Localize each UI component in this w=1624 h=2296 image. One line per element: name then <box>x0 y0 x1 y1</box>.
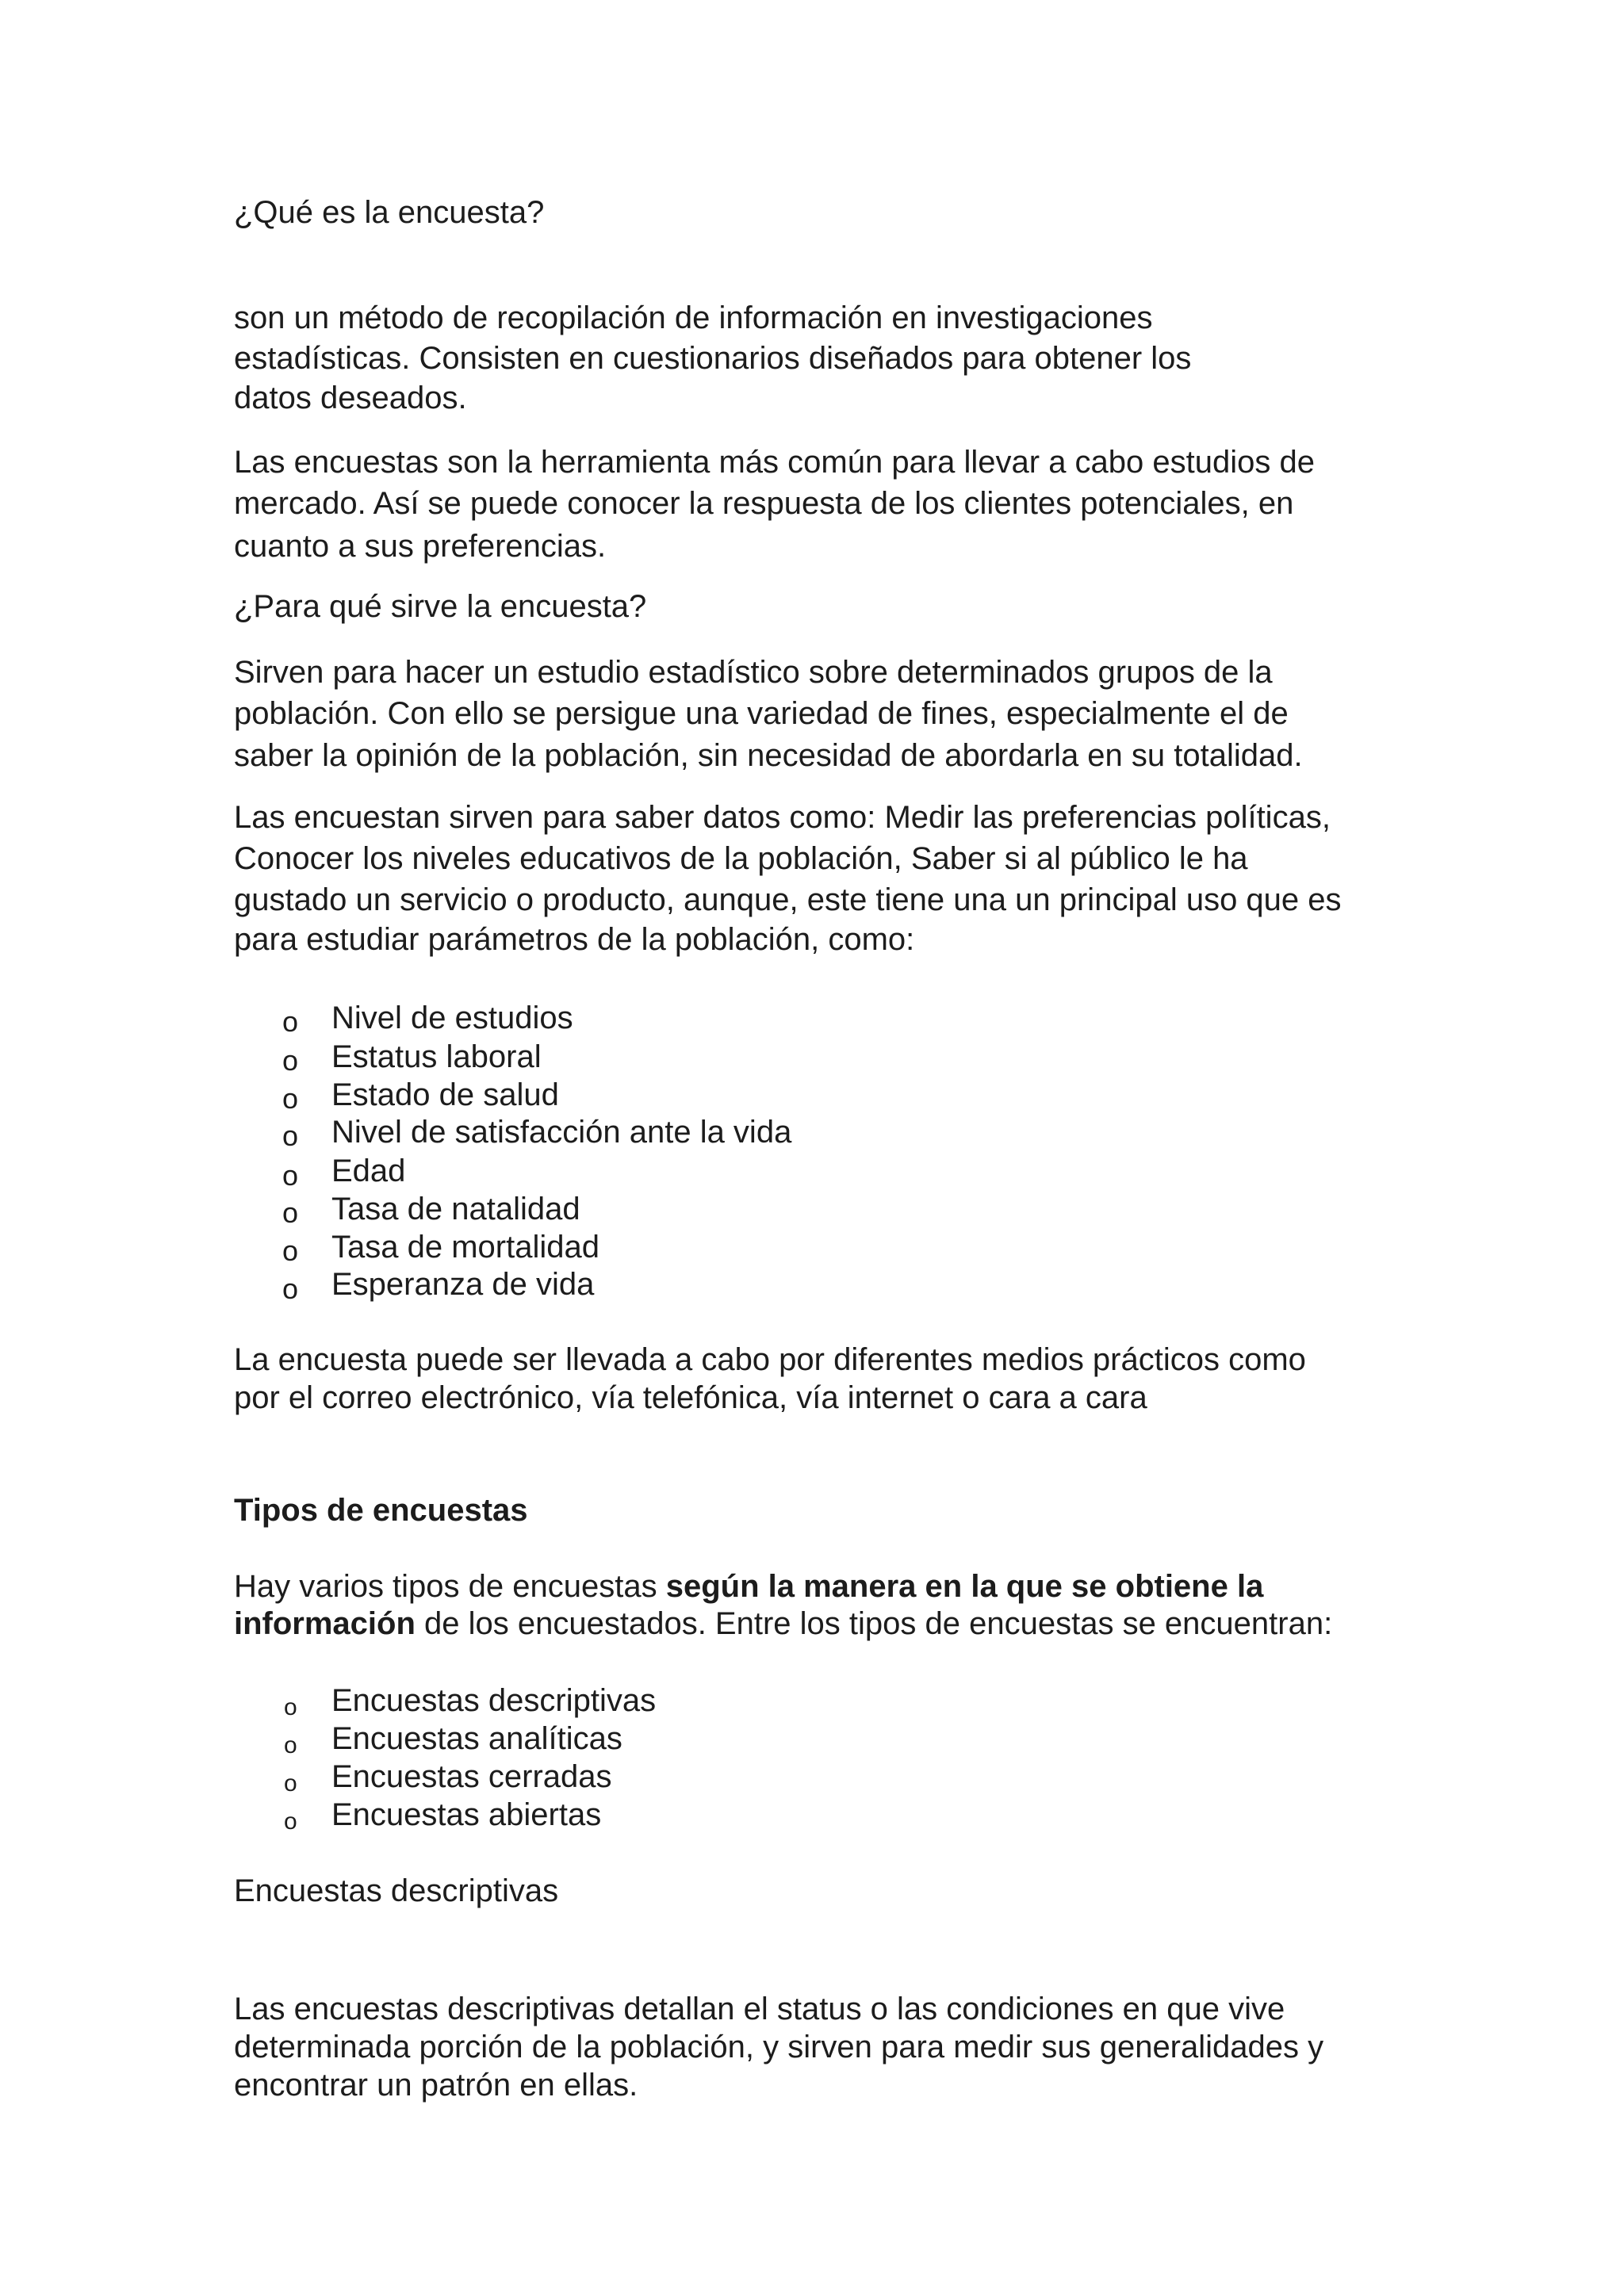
list-item: Nivel de satisfacción ante la vida <box>331 1115 792 1150</box>
paragraph-tipos-text: de los encuestados. Entre los tipos de encuestas se encuentran: <box>415 1606 1333 1641</box>
paragraph-definition-line-1: son un método de recopilación de información en investigaciones <box>234 300 1153 335</box>
heading-para-que-sirve: ¿Para qué sirve la encuesta? <box>234 589 647 624</box>
list-bullet: o <box>282 1234 299 1267</box>
paragraph-tipos-line-2 <box>234 1604 1332 1644</box>
list-bullet: o <box>284 1770 297 1797</box>
list-item: Encuestas descriptivas <box>331 1683 657 1718</box>
paragraph-usos-line-3: gustado un servicio o producto, aunque, este tiene una un principal uso que es <box>234 882 1342 917</box>
list-bullet: o <box>282 1196 299 1229</box>
paragraph-definition-line-3: datos deseados. <box>234 381 467 415</box>
list-item: Encuestas cerradas <box>331 1759 612 1794</box>
list-item: Nivel de estudios <box>331 1001 573 1035</box>
list-item: Esperanza de vida <box>331 1267 595 1302</box>
list-item: Estatus laboral <box>331 1039 542 1074</box>
list-bullet: o <box>282 1159 299 1192</box>
list-item: Edad <box>331 1154 406 1188</box>
list-item: Tasa de mortalidad <box>331 1230 599 1265</box>
list-bullet: o <box>282 1044 299 1077</box>
paragraph-descriptivas-line-2: determinada porción de la población, y sirven para medir sus generalidades y <box>234 2030 1324 2064</box>
paragraph-usos-line-1: Las encuestan sirven para saber datos como: Medir las preferencias políticas, <box>234 800 1331 835</box>
heading-encuestas-descriptivas: Encuestas descriptivas <box>234 1873 559 1908</box>
paragraph-sirven-line-3: saber la opinión de la población, sin necesidad de abordarla en su totalidad. <box>234 738 1303 773</box>
paragraph-medios-line-2: por el correo electrónico, vía telefónica, vía internet o cara a cara <box>234 1380 1147 1415</box>
paragraph-usos-line-2: Conocer los niveles educativos de la población, Saber si al público le ha <box>234 841 1248 876</box>
paragraph-tipos-line-1 <box>234 1567 1263 1606</box>
list-bullet: o <box>282 1082 299 1115</box>
list-item: Tasa de natalidad <box>331 1192 580 1226</box>
list-bullet: o <box>284 1732 297 1758</box>
list-bullet: o <box>282 1272 299 1305</box>
paragraph-tipos-text: Hay varios tipos de encuestas <box>234 1569 666 1604</box>
list-bullet: o <box>282 1119 299 1152</box>
heading-tipos-de-encuestas: Tipos de encuestas <box>234 1493 528 1528</box>
paragraph-medios-line-1: La encuesta puede ser llevada a cabo por diferentes medios prácticos como <box>234 1342 1306 1377</box>
list-item: Encuestas analíticas <box>331 1721 622 1756</box>
paragraph-descriptivas-line-3: encontrar un patrón en ellas. <box>234 2068 638 2103</box>
list-item: Estado de salud <box>331 1077 559 1112</box>
list-bullet: o <box>282 1005 299 1038</box>
paragraph-usos-line-4: para estudiar parámetros de la población, como: <box>234 922 915 957</box>
paragraph-sirven-line-1: Sirven para hacer un estudio estadístico sobre determinados grupos de la <box>234 655 1273 690</box>
paragraph-mercado-line-3: cuanto a sus preferencias. <box>234 529 607 564</box>
paragraph-tipos-bold: según la manera en la que se obtiene la <box>665 1569 1264 1604</box>
list-bullet: o <box>284 1808 297 1835</box>
paragraph-descriptivas-line-1: Las encuestas descriptivas detallan el status o las condiciones en que vive <box>234 1992 1285 2026</box>
paragraph-sirven-line-2: población. Con ello se persigue una variedad de fines, especialmente el de <box>234 696 1289 731</box>
paragraph-definition-line-2: estadísticas. Consisten en cuestionarios diseñados para obtener los <box>234 341 1192 376</box>
list-bullet: o <box>284 1694 297 1720</box>
paragraph-tipos-bold: información <box>234 1606 416 1641</box>
paragraph-mercado-line-1: Las encuestas son la herramienta más común para llevar a cabo estudios de <box>234 445 1315 480</box>
heading-que-es-encuesta: ¿Qué es la encuesta? <box>234 195 545 230</box>
list-item: Encuestas abiertas <box>331 1797 602 1832</box>
paragraph-mercado-line-2: mercado. Así se puede conocer la respuesta de los clientes potenciales, en <box>234 486 1294 521</box>
